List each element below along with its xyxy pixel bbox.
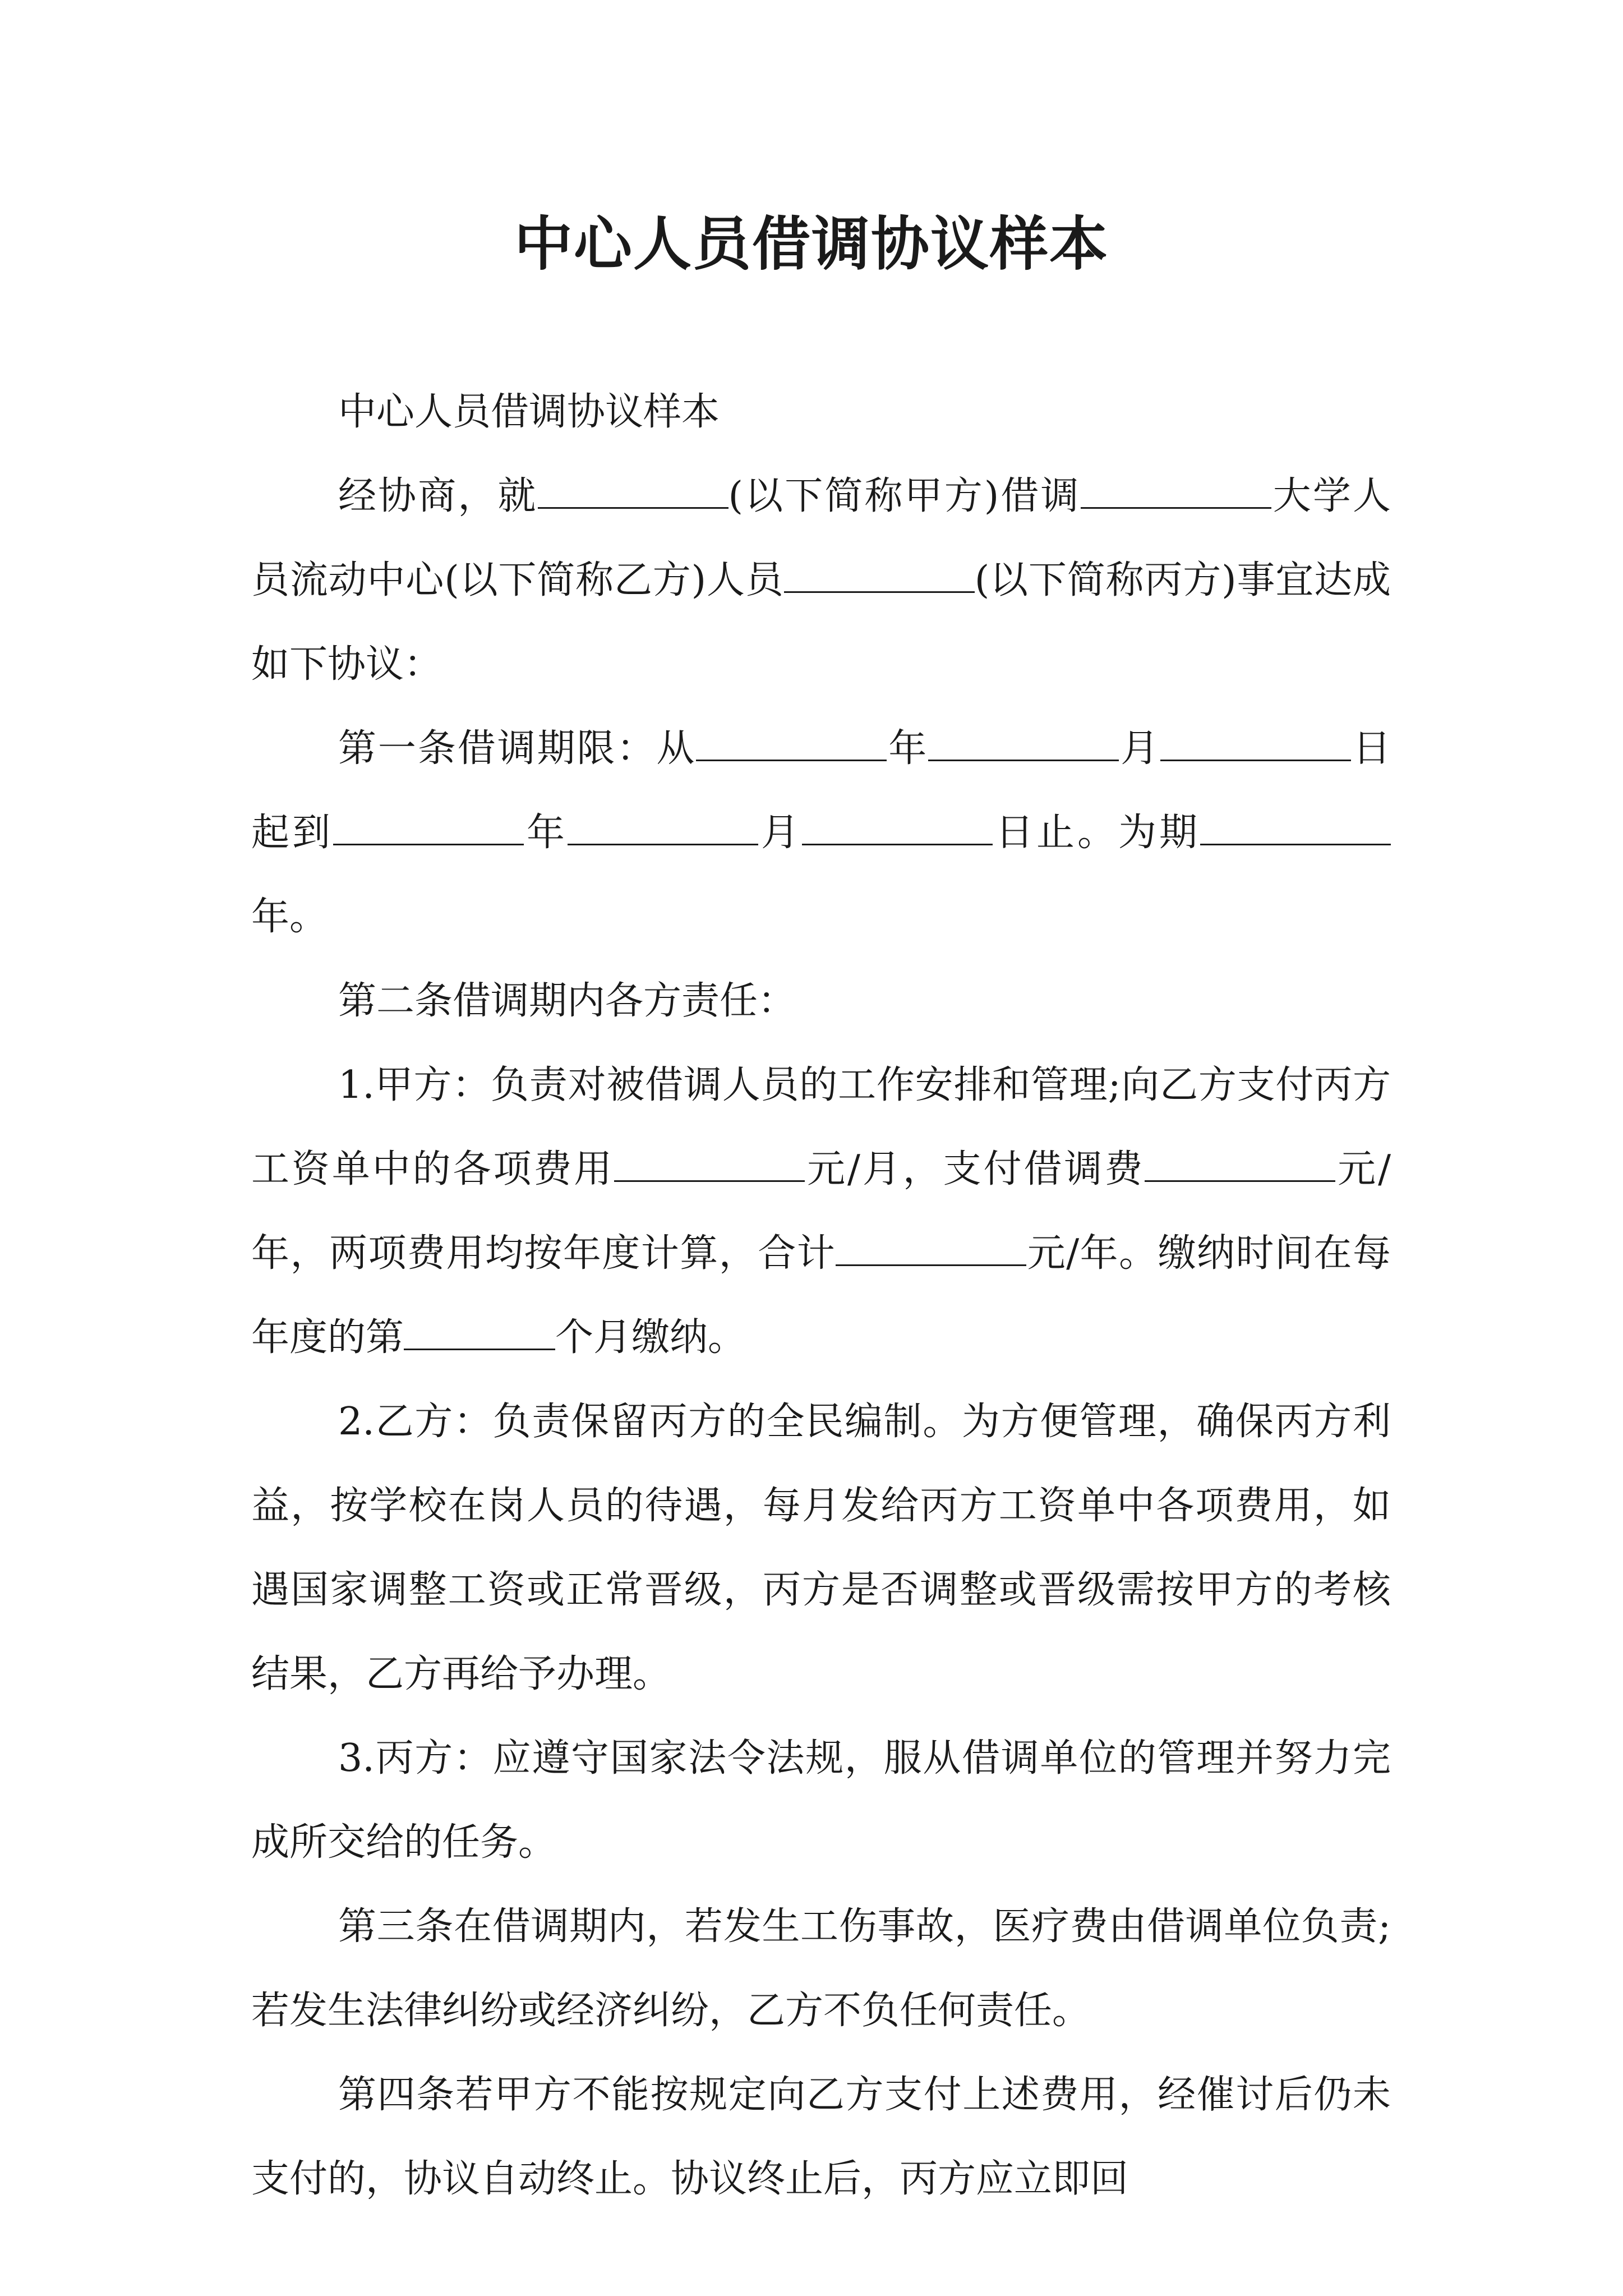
article-4-text: 第四条若甲方不能按规定向乙方支付上述费用，经催讨后仍未支付的，协议自动终止。协议终止后，丙方应立即回: [251, 2073, 1391, 2201]
blank-start-year: [696, 759, 887, 761]
article-2-item-2-text: 2.乙方：负责保留丙方的全民编制。为方便管理，确保丙方利益，按学校在岗人员的待遇，每月发给丙方工资单中各项费用，如遇国家调整工资或正常晋级，丙方是否调整或晋级需按甲方的考核结果，乙方再给予办理。: [251, 1400, 1391, 1696]
article-2-heading: [251, 959, 1391, 1043]
intro-text: (以下简称甲方)借调: [728, 474, 1081, 518]
article-1-text: 月: [1119, 726, 1161, 771]
article-2-item-2: [251, 1380, 1391, 1717]
article-2-item-1-text: 元/年，两项费用均按年度计算，合计: [251, 1147, 1391, 1276]
article-2-item-1-text: 个月缴纳。: [555, 1315, 746, 1360]
blank-duration-years: [1200, 843, 1391, 845]
article-1-text: 年: [887, 726, 929, 771]
article-2-item-3-text: 3.丙方：应遵守国家法令法规，服从借调单位的管理并努力完成所交给的任务。: [251, 1736, 1391, 1865]
article-2-item-3: [251, 1717, 1391, 1885]
article-2-item-1: [251, 1043, 1391, 1380]
article-2-item-1-text: 元/年。缴纳时间在每年度的第: [251, 1231, 1391, 1360]
blank-party-a: [538, 507, 728, 509]
blank-end-day: [802, 843, 993, 845]
blank-party-c: [784, 591, 975, 593]
blank-university: [1081, 507, 1271, 509]
intro-text: (以下简称丙方)事宜达成如下协议：: [251, 558, 1391, 687]
article-1-text: 月: [758, 811, 802, 855]
article-3-paragraph: [251, 1885, 1391, 2053]
article-2-heading-text: 第二条借调期内各方责任：: [338, 979, 796, 1023]
blank-payment-month: [404, 1348, 555, 1350]
blank-end-month: [568, 843, 758, 845]
intro-text: 大学人员流动中心(以下简称乙方)人员: [251, 474, 1391, 602]
blank-start-month: [928, 759, 1119, 761]
article-4-paragraph: [251, 2053, 1391, 2221]
blank-start-day: [1160, 759, 1351, 761]
article-3-text: 第三条在借调期内，若发生工伤事故，医疗费由借调单位负责;若发生法律纠纷或经济纠纷，乙方不负任何责任。: [251, 1904, 1391, 2033]
subtitle-text: 中心人员借调协议样本: [338, 390, 720, 434]
blank-total-fee: [836, 1264, 1026, 1266]
blank-end-year: [333, 843, 524, 845]
article-1-text: 日起到: [251, 726, 1391, 855]
article-2-item-1-text: 1.甲方：负责对被借调人员的工作安排和管理;向乙方支付丙方工资单中的各项费用: [251, 1063, 1391, 1191]
intro-text: 经协商，就: [338, 474, 538, 518]
article-1-text: 年。: [251, 895, 328, 939]
blank-secondment-fee: [1145, 1180, 1335, 1182]
blank-monthly-fee: [614, 1180, 805, 1182]
intro-paragraph: [251, 454, 1391, 707]
document-title: 中心人员借调协议样本: [514, 209, 1109, 278]
article-1-text: 日止。为期: [993, 811, 1200, 855]
article-1-text: 年: [524, 811, 568, 855]
article-2-item-1-text: 元/月，支付借调费: [805, 1147, 1145, 1191]
subtitle-paragraph: [251, 370, 1391, 454]
article-1-paragraph: [251, 707, 1391, 959]
document-body: [251, 370, 1391, 2221]
article-1-text: 第一条借调期限：从: [338, 726, 697, 771]
